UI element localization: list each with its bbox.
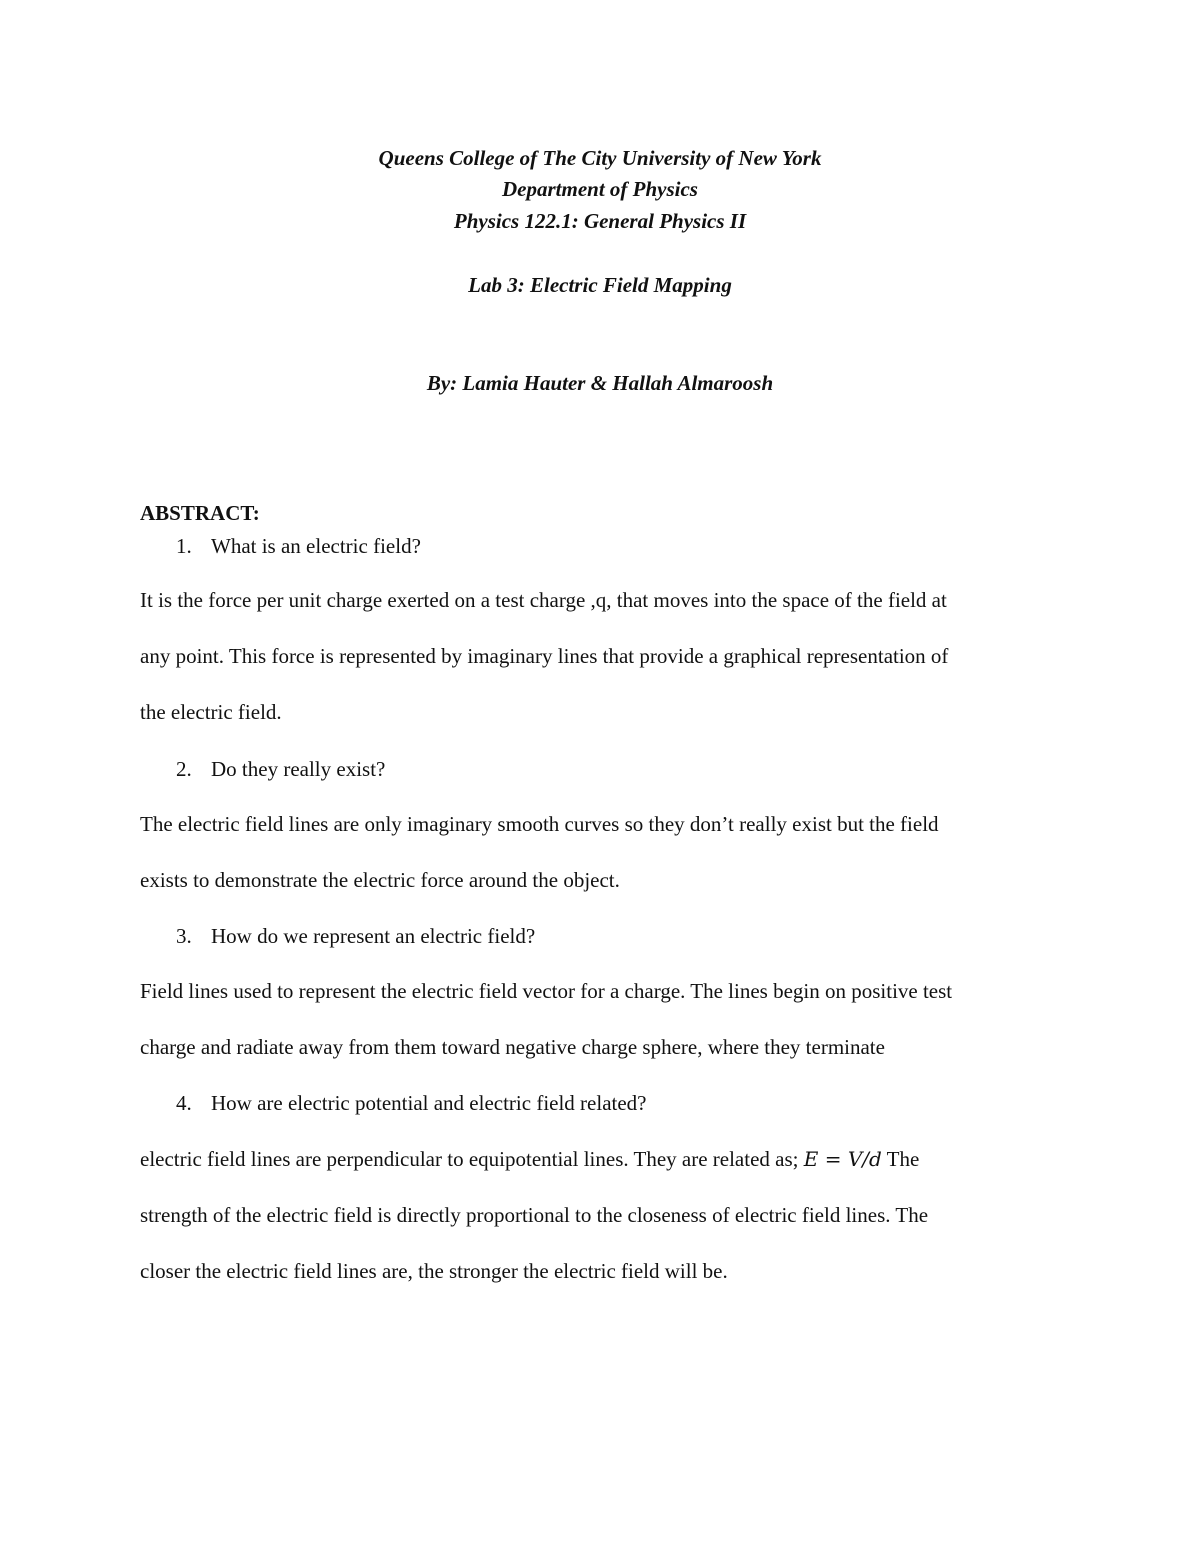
question-2 <box>176 756 385 782</box>
answer-2 <box>140 796 1070 908</box>
answer-line: It is the force per unit charge exerted on a test charge ,q, that moves into the space of the field at <box>140 588 947 612</box>
answer-line: strength of the electric field is directly proportional to the closeness of electric field lines. The <box>140 1203 929 1227</box>
lab-title: Lab 3: Electric Field Mapping <box>468 273 732 297</box>
question-number: 3. <box>176 924 192 948</box>
authors-line: By: Lamia Hauter & Hallah Almaroosh <box>426 371 774 395</box>
answer-line <box>140 1131 1070 1187</box>
answer-text: electric field lines are perpendicular to equipotential lines. They are related as; <box>140 1147 804 1171</box>
question-text: Do they really exist? <box>211 757 386 781</box>
question-4 <box>176 1090 647 1116</box>
answer-text: The <box>881 1147 920 1171</box>
question-1 <box>176 533 421 559</box>
answer-line: Field lines used to represent the electric field vector for a charge. The lines begin on positive test <box>140 979 953 1003</box>
question-number: 4. <box>176 1091 192 1115</box>
institution-title: Queens College of The City University of New York <box>378 146 822 170</box>
formula: E = V/d <box>803 1147 882 1171</box>
answer-1 <box>140 572 1070 740</box>
answer-line: exists to demonstrate the electric force around the object. <box>140 868 620 892</box>
answer-line: the electric field. <box>140 700 282 724</box>
answer-line: charge and radiate away from them toward negative charge sphere, where they terminate <box>140 1035 885 1059</box>
question-number: 1. <box>176 534 192 558</box>
answer-3 <box>140 963 1070 1075</box>
question-number: 2. <box>176 757 192 781</box>
abstract-heading: ABSTRACT: <box>140 501 260 525</box>
question-3 <box>176 923 535 949</box>
answer-line: The electric field lines are only imaginary smooth curves so they don’t really exist but the field <box>140 812 939 836</box>
answer-line: closer the electric field lines are, the stronger the electric field will be. <box>140 1259 728 1283</box>
answer-4 <box>140 1131 1070 1299</box>
answer-line: any point. This force is represented by imaginary lines that provide a graphical representation of <box>140 644 949 668</box>
department-title: Department of Physics <box>502 177 698 201</box>
question-text: How do we represent an electric field? <box>211 924 536 948</box>
question-text: How are electric potential and electric field related? <box>211 1091 647 1115</box>
question-text: What is an electric field? <box>211 534 421 558</box>
course-title: Physics 122.1: General Physics II <box>453 209 747 233</box>
